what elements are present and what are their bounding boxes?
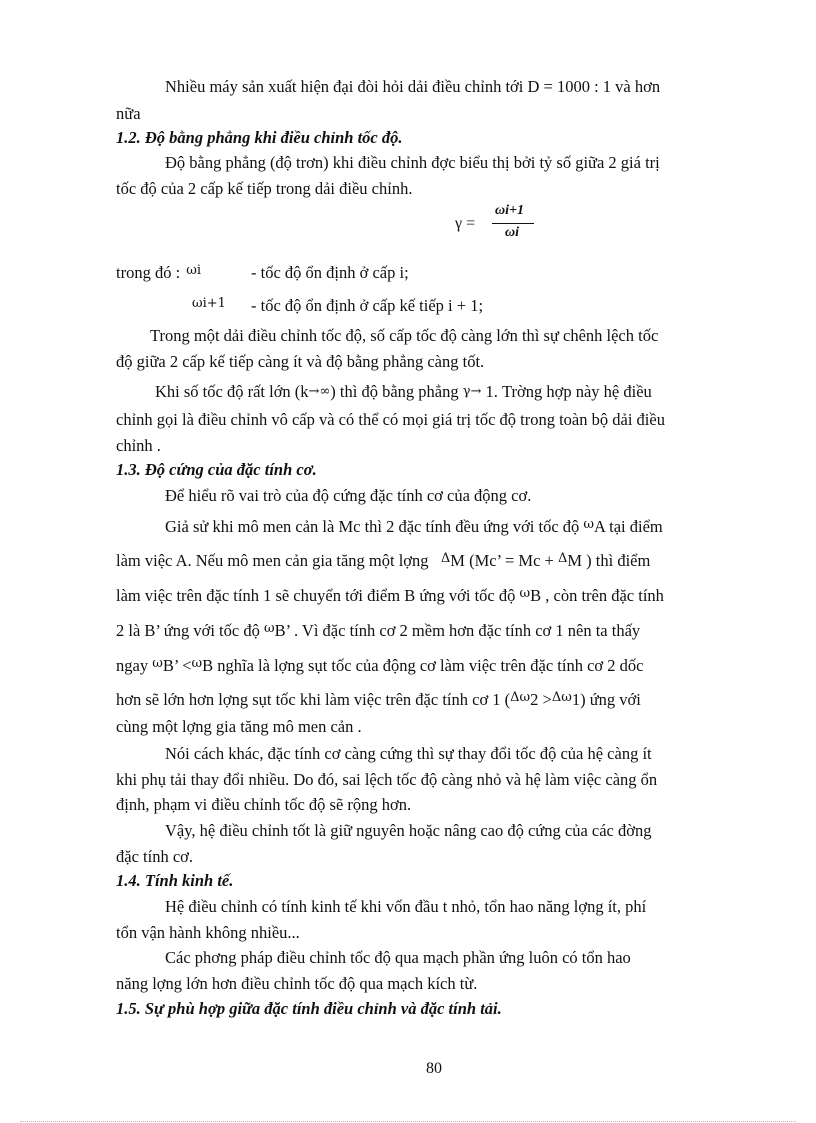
s13-paragraph-2-line-1: Nói cách khác, đặc tính cơ càng cứng thì sự thay đổi tốc độ của hệ càng ít — [165, 744, 652, 763]
s13-paragraph-3-line-2: đặc tính cơ. — [116, 847, 193, 866]
s14-paragraph-2-line-2: năng lợng lớn hơn điều chỉnh tốc độ qua mạch kích từ. — [116, 974, 478, 993]
s14-paragraph-1-line-1: Hệ điều chỉnh có tính kinh tế khi vốn đầu t nhỏ, tổn hao năng lợng ít, phí — [165, 897, 647, 916]
s13-paragraph-2-line-3: định, phạm vi điều chỉnh tốc độ sẽ rộng hơn. — [116, 795, 412, 814]
s12-paragraph-2-line-2: độ giữa 2 cấp kế tiếp càng ít và độ bằng phẳng càng tốt. — [116, 352, 485, 371]
section-1-5-heading: 1.5. Sự phù hợp giữa đặc tính điều chỉnh và đặc tính tải. — [116, 999, 502, 1018]
s12-paragraph-3-line-3: chỉnh . — [116, 436, 161, 455]
intro-line-1: Nhiều máy sản xuất hiện đại đòi hỏi dải điều chỉnh tới D = 1000 : 1 và hơn — [165, 77, 661, 96]
formula-numerator: ωi+1 — [495, 203, 524, 218]
s12-paragraph-3-line-2: chỉnh gọi là điều chỉnh vô cấp và có thể có mọi giá trị tốc độ trong toàn bộ dải điều — [116, 410, 665, 429]
s13-line-3: làm việc trên đặc tính 1 sẽ chuyển tới điểm B ứng với tốc độ $^\omega$B , còn trên đặc tính — [116, 586, 664, 605]
smoothness-formula — [455, 203, 545, 243]
s13-line-4: 2 là B’ ứng với tốc độ $^\omega$B’ . Vì đặc tính cơ 2 mềm hơn đặc tính cơ 1 nên ta thấy — [116, 621, 641, 640]
formula-denominator: ωi — [505, 225, 520, 240]
s13-line-1: Giả sử khi mô men cản là Mc thì 2 đặc tính đều ứng với tốc độ $^\omega$A tại điểm — [165, 517, 663, 536]
section-1-4-heading: 1.4. Tính kinh tế. — [116, 871, 234, 890]
s13-line-5: ngay $^\omega$B’ <$^\omega$B nghĩa là lợng sụt tốc của động cơ làm việc trên đặc tính cơ 2 dốc — [116, 656, 644, 675]
s13-line-6: hơn sẽ lớn hơn lợng sụt tốc khi làm việc trên đặc tính cơ 1 ($^{\Delta\omega}$2 >$^{\Delta\omega}$1) ứng với — [116, 690, 641, 709]
s14-paragraph-1-line-2: tổn vận hành không nhiều... — [116, 923, 300, 942]
s13-paragraph-2-line-2: khi phụ tải thay đổi nhiều. Do đó, sai lệch tốc độ càng nhỏ và hệ làm việc càng ổn — [116, 770, 658, 789]
s13-line-2: làm việc A. Nếu mô men cản gia tăng một lợng $^\Delta$M (Mc’ = Mc + $^\Delta$M ) thì điểm — [116, 551, 651, 570]
page-number: 80 — [426, 1060, 442, 1077]
footer-divider — [20, 1121, 796, 1122]
fraction-bar — [492, 223, 534, 224]
s13-paragraph-3-line-1: Vậy, hệ điều chỉnh tốt là giữ nguyên hoặc nâng cao độ cứng của các đờng — [165, 821, 652, 840]
formula-lhs: γ = — [455, 215, 476, 232]
section-1-2-heading: 1.2. Độ bằng phẳng khi điều chỉnh tốc độ. — [116, 128, 403, 147]
s12-paragraph-1-line-2: tốc độ của 2 cấp kế tiếp trong dải điều chỉnh. — [116, 179, 413, 198]
s14-paragraph-2-line-1: Các phơng pháp điều chỉnh tốc độ qua mạch phần ứng luôn có tổn hao — [165, 948, 631, 967]
s12-paragraph-2-line-1: Trong một dải điều chỉnh tốc độ, số cấp tốc độ càng lớn thì sự chênh lệch tốc — [150, 326, 659, 345]
s13-paragraph-1: Để hiểu rõ vai trò của độ cứng đặc tính cơ của động cơ. — [165, 486, 532, 505]
intro-line-2: nữa — [116, 104, 141, 123]
s12-paragraph-1-line-1: Độ bằng phẳng (độ trơn) khi điều chỉnh đợc biểu thị bởi tỷ số giữa 2 giá trị — [165, 153, 660, 172]
s12-paragraph-3-line-1: Khi số tốc độ rất lớn (k→∞) thì độ bằng phẳng γ→ 1. Trờng hợp này hệ điều — [155, 382, 652, 401]
section-1-3-heading: 1.3. Độ cứng của đặc tính cơ. — [116, 460, 317, 479]
where-line-1: trong đó : $^{\omega i}$ - tốc độ ổn định ở cấp i; — [116, 263, 409, 282]
s13-line-7: cùng một lợng gia tăng mô men cản . — [116, 717, 362, 736]
where-line-2: $^{\omega i+1}$ - tốc độ ổn định ở cấp kế tiếp i + 1; — [192, 296, 484, 315]
